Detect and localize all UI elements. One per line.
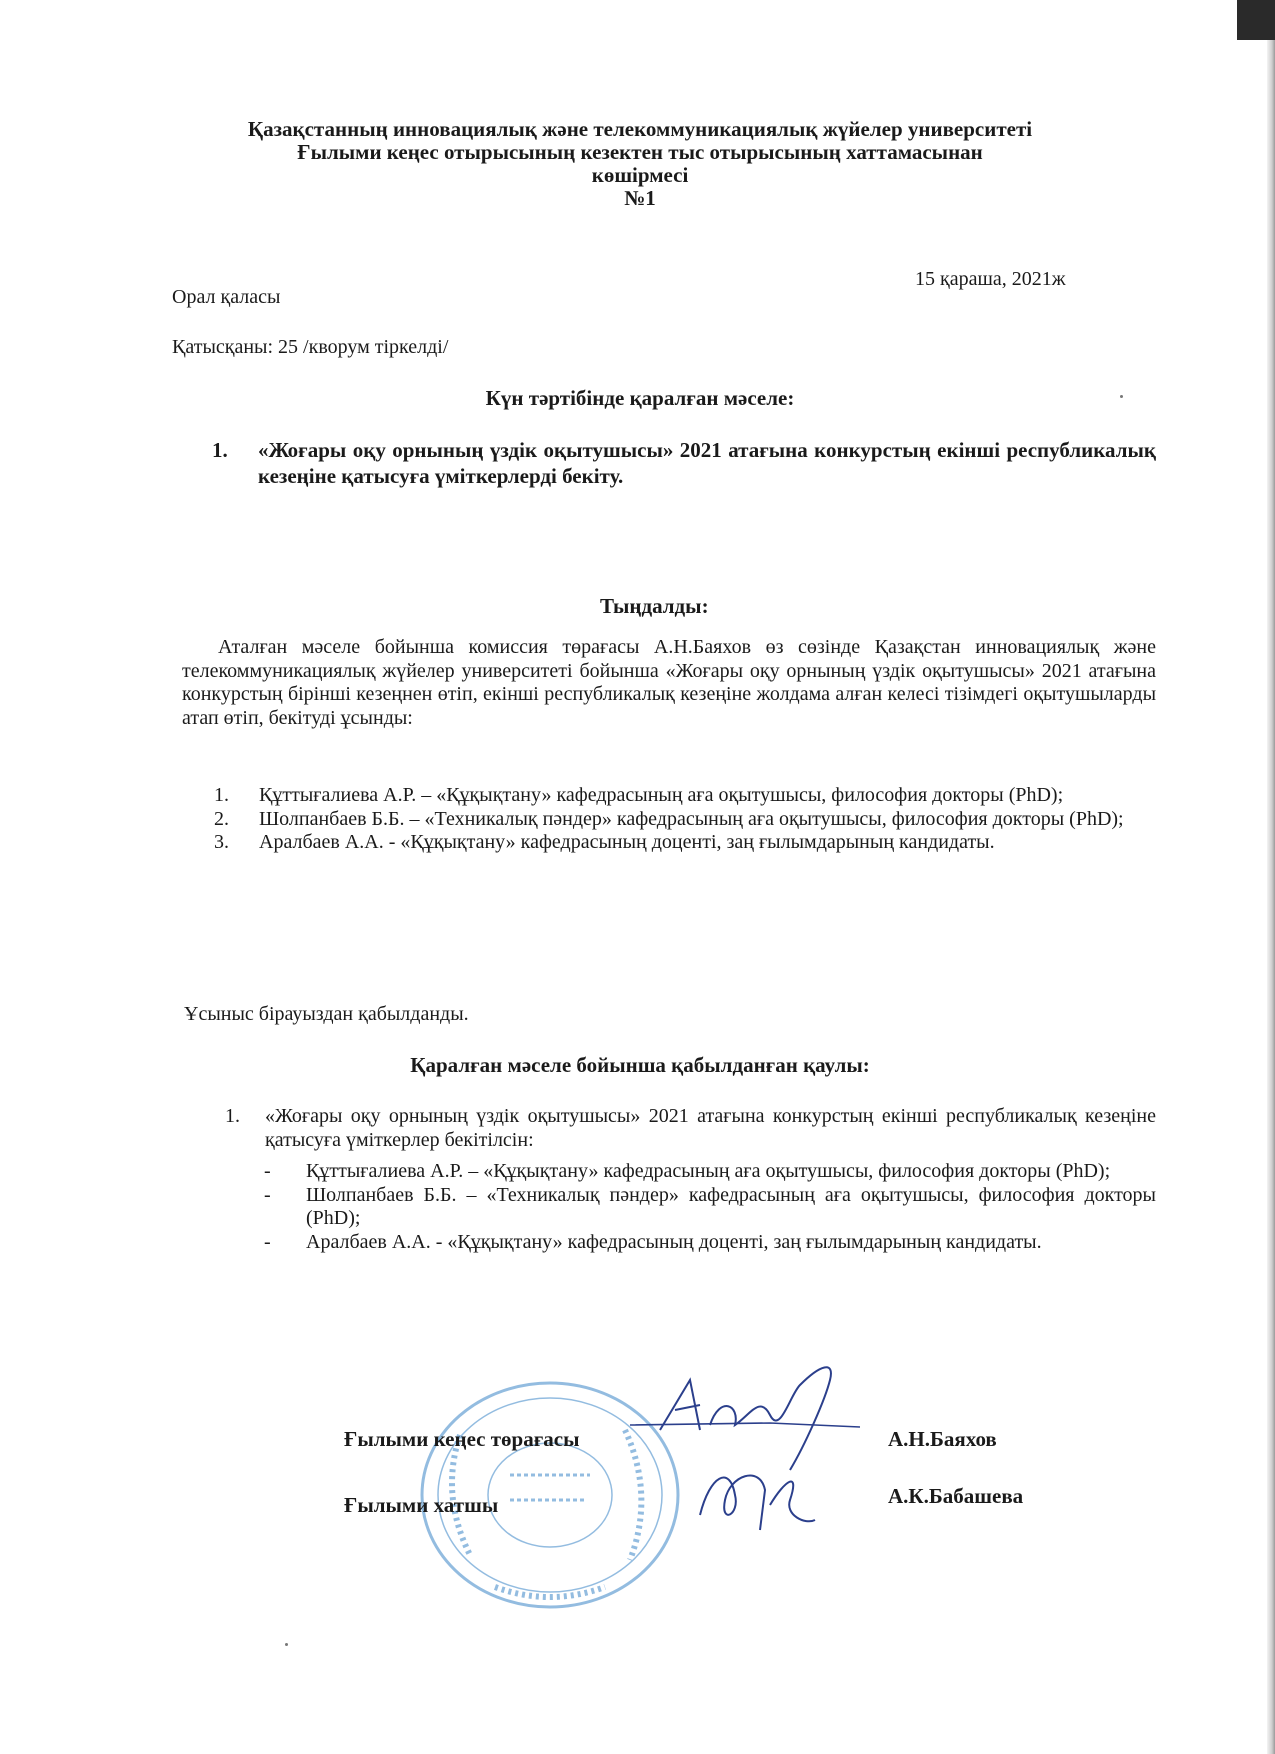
agenda-item-number: 1.	[212, 438, 228, 462]
approved-list	[264, 1160, 1156, 1254]
protocol-number: №1	[624, 186, 656, 210]
heard-paragraph: Аталған мәселе бойынша комиссия төрағасы А.Н.Баяхов өз сөзінде Қазақстан инновациялық және телекоммуникациялық жүйелер университеті бойынша «Жоғары оқу орнының үздік оқытушысы» 2021 атағына конкурстың бірінші кезеңнен өтіп, екінші республикалық кезеңіне жолдама алған келесі тізімдегі оқытушыларды атап өтіп, бекітуді ұсынды:	[182, 636, 1156, 729]
list-item-text: Құттығалиева А.Р. – «Құқықтану» кафедрасының аға оқытушысы, философия докторы (PhD);	[259, 784, 1064, 806]
decision-item-number: 1.	[225, 1105, 240, 1127]
list-item-text: Шолпанбаев Б.Б. – «Техникалық пәндер» кафедрасының аға оқытушысы, философия докторы (PhD);	[306, 1183, 1156, 1229]
secretary-label: Ғылыми хатшы	[344, 1493, 499, 1517]
list-item-number: 3.	[214, 831, 229, 853]
list-item	[214, 808, 1156, 832]
decision-heading: Қаралған мәселе бойынша қабылданған қаулы:	[410, 1053, 870, 1077]
list-item	[264, 1160, 1156, 1184]
secretary-signature	[690, 1455, 830, 1540]
decision-item-text: «Жоғары оқу орнының үздік оқытушысы» 2021 атағына конкурстың екінші республикалық кезеңіне қатысуға үміткерлер бекітілсін:	[265, 1105, 1156, 1151]
secretary-name: А.К.Бабашева	[888, 1484, 1024, 1508]
city: Орал қаласы	[172, 286, 281, 308]
scan-edge	[1267, 0, 1275, 1754]
candidate-list	[214, 784, 1156, 855]
agenda-item	[212, 437, 1156, 489]
list-item	[214, 784, 1156, 808]
protocol-title-cont: көшірмесі	[591, 163, 689, 187]
chair-name: А.Н.Баяхов	[888, 1427, 997, 1451]
university-name: Қазақстанның инновациялық және телекоммуникациялық жүйелер университеті	[247, 117, 1033, 141]
list-dash: -	[264, 1230, 271, 1253]
protocol-title: Ғылыми кеңес отырысының кезектен тыс отырысының хаттамасынан	[297, 140, 983, 164]
heard-heading: Тыңдалды:	[600, 594, 709, 618]
scan-corner	[1237, 0, 1275, 40]
list-dash: -	[264, 1183, 271, 1206]
protocol-date: 15 қараша, 2021ж	[915, 268, 1066, 290]
list-item	[214, 831, 1156, 855]
chair-label: Ғылыми кеңес төрағасы	[344, 1427, 580, 1451]
list-item-number: 1.	[214, 784, 229, 806]
list-dash: -	[264, 1160, 271, 1182]
decision-item	[225, 1105, 1156, 1152]
list-item-text: Шолпанбаев Б.Б. – «Техникалық пәндер» кафедрасының аға оқытушысы, философия докторы (PhD);	[259, 807, 1124, 830]
scan-speck	[1120, 395, 1123, 398]
list-item	[264, 1231, 1156, 1255]
agenda-heading: Күн тәртібінде қаралған мәселе:	[485, 386, 795, 410]
accepted-note: Ұсыныс бірауыздан қабылданды.	[184, 1003, 469, 1025]
list-item-number: 2.	[214, 807, 229, 830]
list-item-text: Аралбаев А.А. - «Құқықтану» кафедрасының доценті, заң ғылымдарының кандидаты.	[259, 831, 995, 853]
scan-speck	[285, 1643, 288, 1646]
attendance: Қатысқаны: 25 /кворум тіркелді/	[172, 336, 449, 358]
list-item	[264, 1184, 1156, 1231]
agenda-item-text: «Жоғары оқу орнының үздік оқытушысы» 2021 атағына конкурстың екінші республикалық кезеңіне қатысуға үміткерлерді бекіту.	[258, 438, 1156, 488]
list-item-text: Аралбаев А.А. - «Құқықтану» кафедрасының доценті, заң ғылымдарының кандидаты.	[306, 1230, 1042, 1253]
list-item-text: Құттығалиева А.Р. – «Құқықтану» кафедрасының аға оқытушысы, философия докторы (PhD);	[306, 1160, 1111, 1182]
document-header	[160, 118, 1120, 210]
